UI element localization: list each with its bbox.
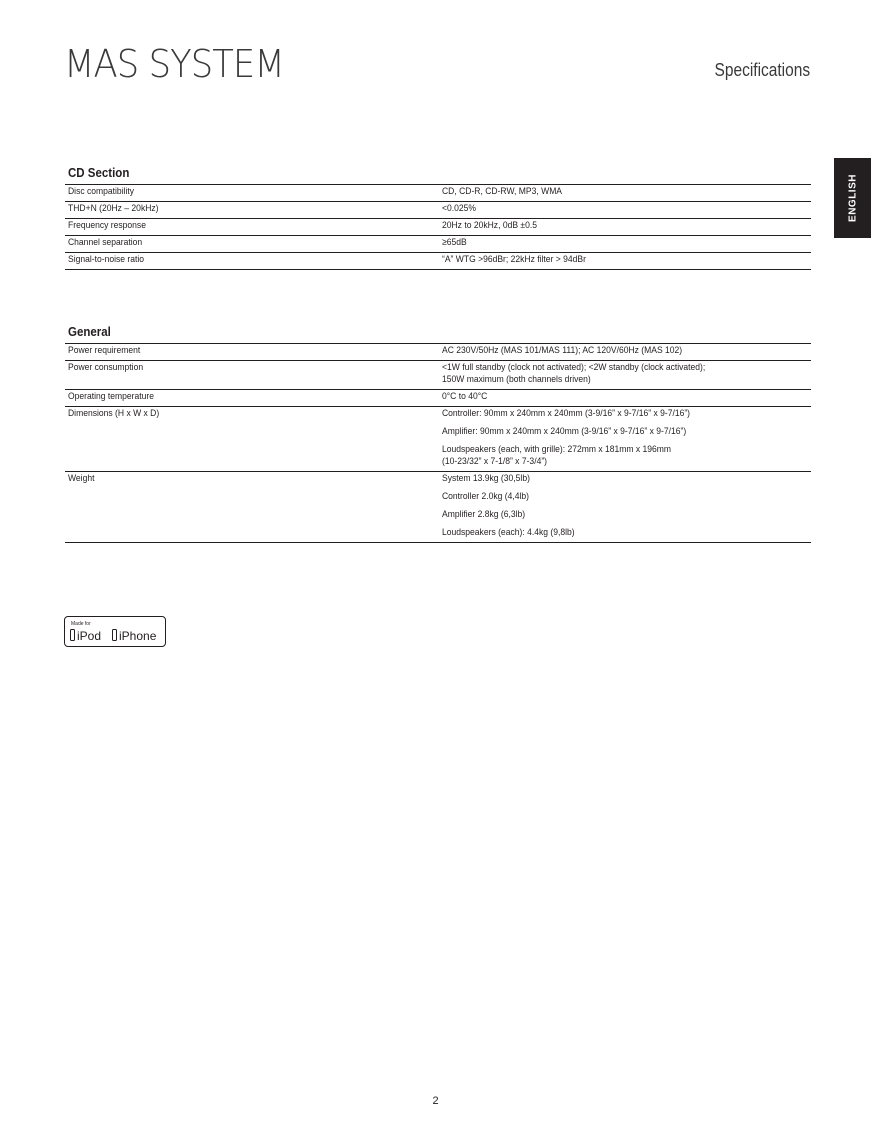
made-for-ipod-iphone-badge	[64, 616, 166, 647]
brand-title: MAS SYSTEM	[64, 42, 284, 86]
spec-label: Dimensions (H x W x D)	[68, 408, 160, 419]
badge-product-iphone: iPhone	[119, 629, 157, 643]
table-row	[65, 361, 811, 390]
table-row	[65, 344, 811, 361]
spec-value: Loudspeakers (each, with grille): 272mm x 181mm x 196mm	[442, 444, 672, 455]
cd-section-heading: CD Section	[68, 166, 130, 180]
spec-value: 20Hz to 20kHz, 0dB ±0.5	[442, 220, 538, 231]
spec-value: “A” WTG >96dBr; 22kHz filter > 94dBr	[442, 254, 586, 265]
table-row	[65, 219, 811, 236]
spec-value: Loudspeakers (each): 4.4kg (9,8lb)	[442, 527, 575, 538]
spec-value: 150W maximum (both channels driven)	[442, 374, 591, 385]
language-label: ENGLISH	[847, 174, 858, 222]
ipod-icon	[70, 629, 75, 641]
page-number: 2	[432, 1095, 439, 1107]
badge-made-for: Made for	[71, 621, 91, 627]
spec-value: Controller 2.0kg (4,4lb)	[442, 491, 529, 502]
spec-value: System 13.9kg (30,5lb)	[442, 473, 530, 484]
spec-label: THD+N (20Hz – 20kHz)	[68, 203, 159, 214]
spec-value: AC 230V/50Hz (MAS 101/MAS 111); AC 120V/60Hz (MAS 102)	[442, 345, 683, 356]
spec-label: Frequency response	[68, 220, 146, 231]
table-row	[65, 407, 811, 472]
table-row	[65, 253, 811, 270]
table-row	[65, 390, 811, 407]
general-section-heading: General	[68, 325, 111, 339]
iphone-icon	[112, 629, 117, 641]
general-section	[65, 325, 811, 543]
spec-value: Amplifier 2.8kg (6,3lb)	[442, 509, 526, 520]
badge-product-ipod: iPod	[77, 629, 102, 643]
cd-spec-table	[65, 184, 811, 270]
spec-label: Power consumption	[68, 362, 144, 373]
spec-value: CD, CD-R, CD-RW, MP3, WMA	[442, 186, 563, 197]
table-row	[65, 185, 811, 202]
general-spec-table	[65, 343, 811, 543]
section-title: Specifications	[714, 60, 810, 80]
language-tab	[834, 158, 871, 238]
spec-value: (10-23/32” x 7-1/8” x 7-3/4”)	[442, 456, 548, 467]
spec-label: Power requirement	[68, 345, 141, 356]
table-row	[65, 202, 811, 219]
table-row	[65, 472, 811, 543]
cd-section	[65, 166, 811, 270]
spec-value: Amplifier: 90mm x 240mm x 240mm (3-9/16” x 9-7/16” x 9-7/16”)	[442, 426, 687, 437]
table-row	[65, 236, 811, 253]
spec-label: Operating temperature	[68, 391, 155, 402]
spec-value: 0°C to 40°C	[442, 391, 488, 402]
spec-label: Signal-to-noise ratio	[68, 254, 145, 265]
spec-value: <1W full standby (clock not activated); <2W standby (clock activated);	[442, 362, 706, 373]
spec-value: ≥65dB	[442, 237, 467, 248]
spec-value: <0.025%	[442, 203, 477, 214]
spec-label: Disc compatibility	[68, 186, 135, 197]
spec-label: Channel separation	[68, 237, 143, 248]
spec-value: Controller: 90mm x 240mm x 240mm (3-9/16” x 9-7/16” x 9-7/16”)	[442, 408, 691, 419]
spec-label: Weight	[68, 473, 95, 484]
